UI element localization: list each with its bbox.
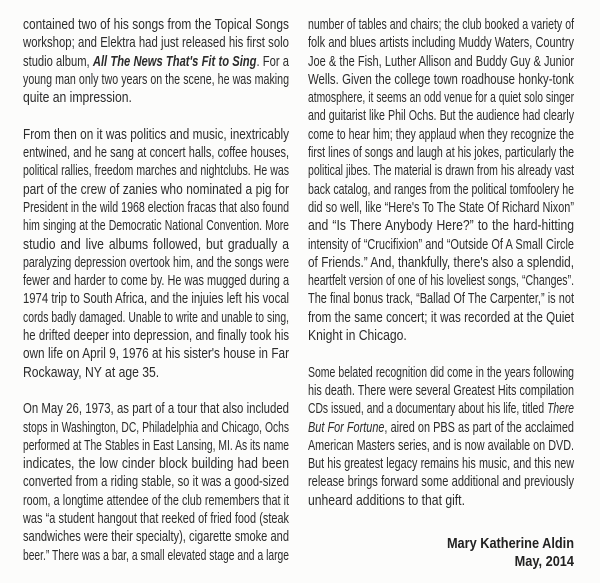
text-line: and guitarist like Phil Ochs. But the audience had clearly: [308, 107, 574, 125]
text-line: own life on April 9, 1976 at his sister's house in Far: [23, 345, 289, 363]
text-line: number of tables and chairs; the club booked a variety of: [308, 16, 574, 33]
text-line: Rockaway, NY at age 35.: [23, 363, 160, 381]
signature-date: May, 2014: [514, 553, 574, 571]
text-line: From then on it was politics and music, inextricably: [23, 125, 289, 143]
text-line: converted from a riding stable, so it was a good-sized: [23, 473, 289, 491]
text-line: back catalog, and ranges from the political tomfoolery he: [308, 180, 574, 198]
text-line: part of the crew of zanies who nominated a pig for: [23, 180, 289, 198]
paragraph: [308, 16, 574, 345]
text-line: Wells. Given the college town roadhouse honky-tonk: [308, 70, 574, 88]
text-column-right: [308, 16, 574, 528]
text-line: he drifted deeper into depression, and finally took his: [23, 327, 289, 345]
text-column-left: [23, 16, 289, 583]
text-segment: , aired on PBS as part of the acclaimed: [384, 418, 574, 436]
text-line: [23, 53, 289, 71]
text-line: young man only two years on the scene, he was making: [23, 70, 289, 88]
text-line: entwined, and he sang at concert halls, coffee houses,: [23, 144, 289, 162]
text-segment: . For a: [256, 52, 290, 70]
text-segment: studio album,: [23, 52, 93, 70]
text-line: indicates, the low cinder block building had been: [23, 455, 289, 473]
text-line: unheard additions to that gift.: [308, 491, 465, 509]
text-line: The final bonus track, “Ballad Of The Carpenter,” is not: [308, 290, 574, 308]
paragraph: [308, 364, 574, 510]
text-line: political rallies, freedom marches and nightclubs. He was: [23, 162, 289, 180]
text-line: political jibes. The material is drawn from his already vast: [308, 162, 574, 180]
text-line: sandwiches were their specialty), cigarette smoke and: [23, 528, 289, 546]
text-line: cords badly damaged. Unable to write and unable to sing,: [23, 308, 289, 326]
text-line: folk and blues artists including Muddy Waters, Country: [308, 34, 574, 52]
text-line: performed at The Stables in East Lansing, MI. As its name: [23, 436, 289, 454]
text-line: stops in Washington, DC, Philadelphia and Chicago, Ochs: [23, 418, 289, 436]
film-title: But For Fortune: [308, 418, 385, 436]
text-line: workshop; and Elektra had just released his first solo: [23, 34, 289, 52]
text-line: from the same concert; it was recorded at the Quiet: [308, 308, 574, 326]
signature-block: [308, 535, 574, 572]
text-line: release brings forward some additional and previously: [308, 473, 574, 491]
text-line: Knight in Chicago.: [308, 327, 407, 345]
text-line: heartfelt version of one of his loveliest songs, “Changes”.: [308, 272, 574, 290]
text-line: But his greatest legacy remains his music, and this new: [308, 455, 574, 473]
text-line: studio and live albums followed, but gradually a: [23, 235, 289, 253]
text-line: paralyzing depression overtook him, and the songs were: [23, 253, 289, 271]
text-line: [308, 419, 574, 437]
paragraph: [23, 400, 289, 565]
film-title: There: [547, 400, 574, 418]
text-line: Joe & the Fish, Luther Allison and Buddy Guy & Junior: [308, 52, 574, 70]
text-line: did so well, like “Here's To The State Of Richard Nixon”: [308, 198, 574, 216]
album-title: All The News That's Fit to Sing: [92, 52, 257, 70]
text-line: and “Is There Anybody Here?” to the hard-hitting: [308, 217, 574, 235]
text-line: fewer and harder to come by. He was mugged during a: [23, 272, 289, 290]
text-line: atmosphere, it seems an odd venue for a quiet solo singer: [308, 89, 574, 107]
text-line: contained two of his songs from the Topical Songs: [23, 16, 289, 33]
text-line: Some belated recognition did come in the years following: [308, 363, 574, 381]
text-segment: CDs issued, and a documentary about his life, titled: [308, 400, 548, 418]
text-line: President in the wild 1968 election fracas that also found: [23, 198, 289, 216]
paragraph: [23, 126, 289, 382]
text-line: [308, 400, 574, 418]
text-line: first lines of songs and laugh at his jokes, particularly the: [308, 144, 574, 162]
text-line: of Friends.” And, thankfully, there's also a splendid,: [308, 253, 574, 271]
text-line: was “a student hangout that reeked of fried food (steak: [23, 510, 289, 528]
text-line: American Masters series, and is now available on DVD.: [308, 436, 574, 454]
text-line: his death. There were several Greatest Hits compilation: [308, 381, 574, 399]
text-line: On May 26, 1973, as part of a tour that also included: [23, 400, 289, 418]
text-line: room, a longtime attendee of the club remembers that it: [23, 491, 289, 509]
text-line: him singing at the Democratic National Convention. More: [23, 217, 289, 235]
text-line: come to hear him; they applaud when they recognize the: [308, 125, 574, 143]
text-line: quite an impression.: [23, 89, 132, 107]
text-line: intensity of “Crucifixion” and “Outside Of A Small Circle: [308, 235, 574, 253]
author-name: Mary Katherine Aldin: [446, 535, 574, 552]
paragraph: [23, 16, 289, 107]
text-line: 1974 trip to South Africa, and the injuies left his vocal: [23, 290, 289, 308]
text-line: beer.” There was a bar, a small elevated stage and a large: [23, 546, 289, 564]
